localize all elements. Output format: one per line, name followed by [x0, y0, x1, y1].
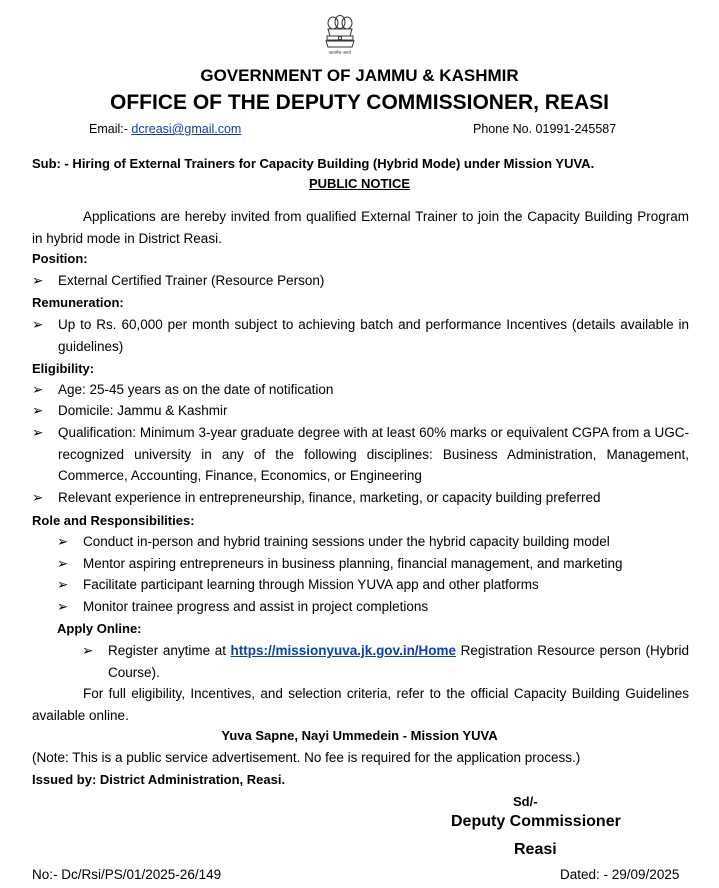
intro-paragraph: Applications are hereby invited from qualified External Trainer to join the Capacity Building Program in hybrid mode in District Reasi. — [32, 209, 689, 246]
list-item: ➢ Mentor aspiring entrepreneurs in business planning, financial management, and marketing — [57, 553, 689, 575]
registration-link[interactable]: https://missionyuva.jk.gov.in/Home — [230, 643, 457, 658]
arrow-bullet-icon: ➢ — [32, 273, 44, 288]
apply-online-heading: Apply Online: — [57, 621, 142, 636]
list-item: ➢ Conduct in-person and hybrid training sessions under the hybrid capacity building model — [57, 531, 689, 553]
apply-prefix: Register anytime at — [108, 643, 231, 658]
signatory-designation: Deputy Commissioner — [451, 813, 621, 830]
emblem-caption: सत्यमेव जयते — [328, 51, 352, 56]
arrow-bullet-icon: ➢ — [32, 317, 44, 332]
public-notice-title: PUBLIC NOTICE — [308, 176, 411, 191]
arrow-bullet-icon: ➢ — [32, 490, 44, 505]
arrow-bullet-icon: ➢ — [57, 556, 69, 571]
apply-suffix: Registration Resource person (Hybrid Course). — [108, 643, 689, 680]
arrow-bullet-icon: ➢ — [32, 403, 44, 418]
list-item: ➢ External Certified Trainer (Resource Person) — [32, 270, 689, 292]
list-item: ➢ Facilitate participant learning through Mission YUVA app and other platforms — [57, 574, 689, 596]
list-item: ➢ Domicile: Jammu & Kashmir — [32, 400, 689, 422]
list-item: ➢ Up to Rs. 60,000 per month subject to achieving batch and performance Incentives (details available in guidelines) — [32, 314, 689, 357]
arrow-bullet-icon: ➢ — [82, 643, 94, 658]
government-heading: GOVERNMENT OF JAMMU & KASHMIR — [200, 66, 519, 85]
list-item: ➢ Relevant experience in entrepreneurship, finance, marketing, or capacity building preferred — [32, 487, 689, 509]
remuneration-heading: Remuneration: — [32, 295, 124, 310]
arrow-bullet-icon: ➢ — [57, 534, 69, 549]
reference-number: No:- Dc/Rsi/PS/01/2025-26/149 — [32, 867, 222, 882]
apply-item — [82, 640, 689, 683]
email-label: Email:- — [89, 122, 128, 136]
arrow-bullet-icon: ➢ — [57, 577, 69, 592]
guidelines-paragraph: For full eligibility, Incentives, and selection criteria, refer to the official Capacity Building Guidelines available online. — [32, 686, 689, 723]
list-item: ➢ Age: 25-45 years as on the date of notification — [32, 379, 689, 401]
signature-sd: Sd/- — [513, 794, 538, 809]
phone-number: Phone No. 01991-245587 — [473, 122, 617, 136]
subject-line: Sub: - Hiring of External Trainers for Capacity Building (Hybrid Mode) under Mission YUVA. — [32, 156, 595, 171]
email-link[interactable]: dcreasi@gmail.com — [131, 122, 242, 136]
arrow-bullet-icon: ➢ — [57, 599, 69, 614]
national-emblem-icon — [318, 14, 362, 56]
list-item: ➢ Monitor trainee progress and assist in project completions — [57, 596, 689, 618]
position-heading: Position: — [32, 251, 88, 266]
fee-note: (Note: This is a public service advertisement. No fee is required for the application process.) — [32, 750, 581, 765]
date: Dated: - 29/09/2025 — [560, 867, 680, 882]
issued-by: Issued by: District Administration, Reasi. — [32, 772, 286, 787]
arrow-bullet-icon: ➢ — [32, 425, 44, 440]
roles-heading: Role and Responsibilities: — [32, 513, 195, 528]
email-line — [89, 122, 241, 136]
office-title: OFFICE OF THE DEPUTY COMMISSIONER, REASI — [110, 91, 609, 114]
slogan: Yuva Sapne, Nayi Ummedein - Mission YUVA — [221, 728, 498, 743]
signatory-place: Reasi — [514, 841, 557, 858]
list-item: ➢ Qualification: Minimum 3-year graduate degree with at least 60% marks or equivalent CGPA from a UGC-recognized university in any of the following disciplines: Business Administration, Management, Commerce, Accounting, Finance, Economics, or Engineering — [32, 422, 689, 487]
eligibility-heading: Eligibility: — [32, 361, 95, 376]
arrow-bullet-icon: ➢ — [32, 382, 44, 397]
